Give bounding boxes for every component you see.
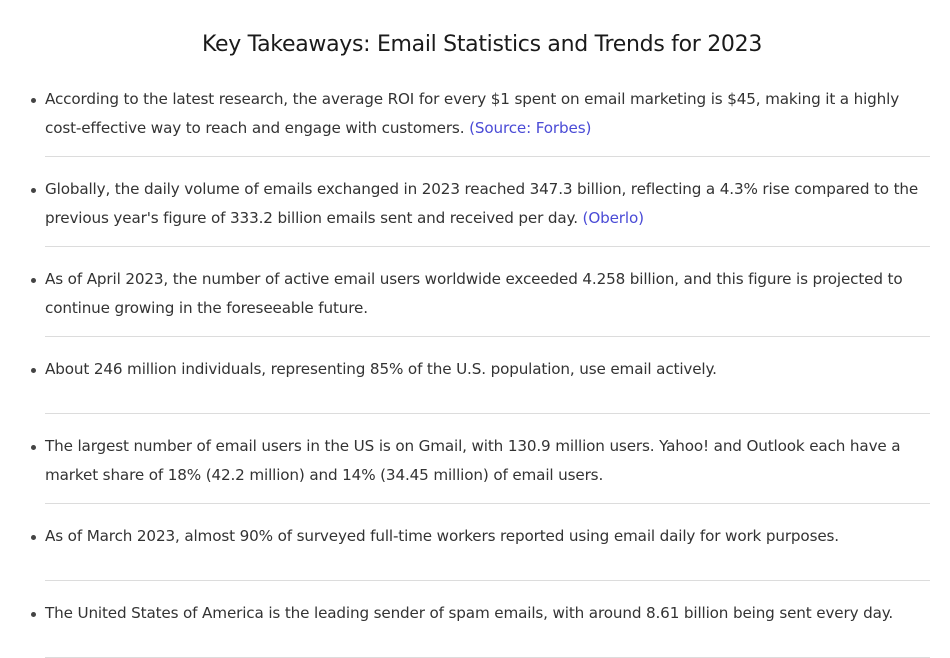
list-item: [45, 353, 930, 414]
list-item: [45, 597, 930, 658]
bullet-icon: [31, 368, 36, 373]
list-item: [45, 263, 930, 337]
takeaways-list: [0, 83, 950, 658]
list-item: [45, 83, 930, 157]
list-item-text: Globally, the daily volume of emails exchanged in 2023 reached 347.3 billion, reflecting a 4.3% rise compared to the previous year's figure of 333.2 billion emails sent and received per day.: [45, 180, 919, 227]
bullet-icon: [31, 278, 36, 283]
list-item-text: The United States of America is the leading sender of spam emails, with around 8.61 billion being sent every day.: [45, 604, 894, 622]
bullet-icon: [31, 445, 36, 450]
source-link-forbes[interactable]: (Source: Forbes): [469, 119, 592, 137]
list-item: [45, 430, 930, 504]
list-item-text: As of March 2023, almost 90% of surveyed full-time workers reported using email daily for work purposes.: [45, 527, 839, 545]
list-item: [45, 520, 930, 581]
bullet-icon: [31, 612, 36, 617]
bullet-icon: [31, 188, 36, 193]
source-link-oberlo[interactable]: (Oberlo): [582, 209, 644, 227]
list-item-text: The largest number of email users in the US is on Gmail, with 130.9 million users. Yahoo! and Outlook each have a market share of 18% (42.2 million) and 14% (34.45 million) of email users.: [45, 437, 901, 484]
list-item-text: As of April 2023, the number of active email users worldwide exceeded 4.258 billion, and this figure is projected to continue growing in the foreseeable future.: [45, 270, 903, 317]
list-item: [45, 173, 930, 247]
section-title: Key Takeaways: Email Statistics and Trends for 2023: [201, 32, 763, 57]
list-item-text: About 246 million individuals, representing 85% of the U.S. population, use email actively.: [45, 360, 717, 378]
list-item-text: According to the latest research, the average ROI for every $1 spent on email marketing is $45, making it a highly cost-effective way to reach and engage with customers.: [45, 90, 900, 137]
bullet-icon: [31, 98, 36, 103]
bullet-icon: [31, 535, 36, 540]
